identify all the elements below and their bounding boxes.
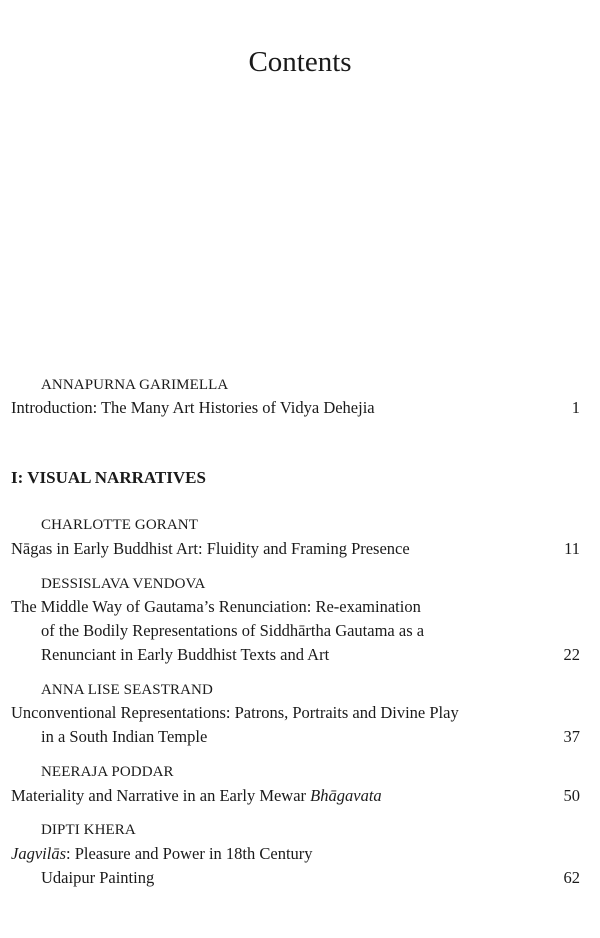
entry-title[interactable]: Nāgas in Early Buddhist Art: Fluidity and Framing Presence xyxy=(11,539,410,558)
entry-title[interactable]: The Middle Way of Gautama’s Renunciation: Re-examination xyxy=(11,597,421,616)
entry-title[interactable] xyxy=(11,843,313,865)
entry-title-text: Materiality and Narrative in an Early Mewar xyxy=(11,786,311,805)
entry-page-number[interactable]: 22 xyxy=(563,645,580,664)
entry-page-number[interactable]: 11 xyxy=(564,539,580,558)
entry-author: DESSISLAVA VENDOVA xyxy=(41,576,206,592)
entry-author: DIPTI KHERA xyxy=(41,822,136,838)
entry-author: CHARLOTTE GORANT xyxy=(41,517,199,533)
entry-page-number[interactable]: 50 xyxy=(563,786,580,805)
entry-author: ANNA LISE SEASTRAND xyxy=(41,682,213,698)
entry-title-text: : Pleasure and Power in 18th Century xyxy=(66,844,313,863)
entry-title-continued[interactable]: Renunciant in Early Buddhist Texts and Art xyxy=(41,645,330,664)
entry-title[interactable] xyxy=(11,785,382,807)
entry-author: ANNAPURNA GARIMELLA xyxy=(41,377,229,393)
entry-page-number[interactable]: 37 xyxy=(563,727,580,746)
page-title: Contents xyxy=(248,46,352,78)
entry-title-italic: Jagvilās xyxy=(11,844,66,863)
entry-page-number[interactable]: 62 xyxy=(563,868,580,887)
entry-page-number[interactable]: 1 xyxy=(571,398,580,417)
section-heading: I: VISUAL NARRATIVES xyxy=(11,468,206,487)
entry-title-continued[interactable]: Udaipur Painting xyxy=(41,868,155,887)
entry-title-continued[interactable]: in a South Indian Temple xyxy=(41,727,208,746)
entry-title-continued[interactable]: of the Bodily Representations of Siddhārtha Gautama as a xyxy=(41,621,425,640)
entry-title[interactable]: Introduction: The Many Art Histories of Vidya Dehejia xyxy=(11,398,375,417)
entry-author: NEERAJA PODDAR xyxy=(41,764,174,780)
entry-title-italic: Bhāgavata xyxy=(310,786,382,805)
entry-title[interactable]: Unconventional Representations: Patrons, Portraits and Divine Play xyxy=(11,703,459,722)
